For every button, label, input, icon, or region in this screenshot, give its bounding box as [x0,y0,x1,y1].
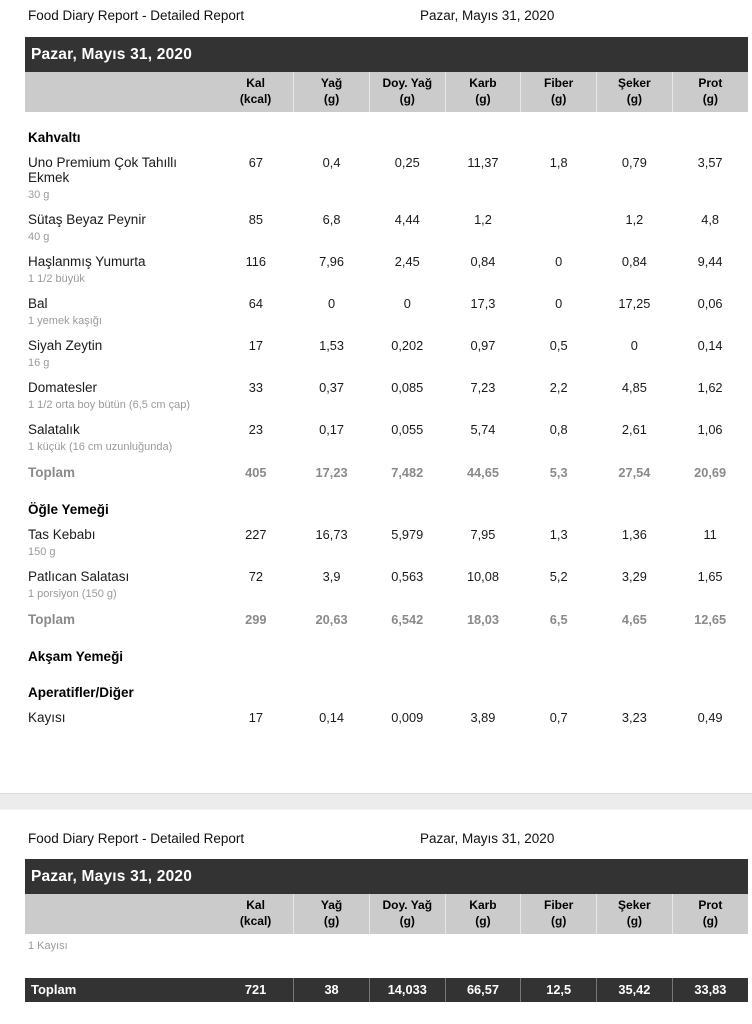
section-total-value: 5,3 [549,465,568,480]
food-portion: 40 g [28,231,50,243]
food-value: 64 [248,296,263,311]
food-name: Salatalık [28,422,80,437]
report-header-line [0,810,752,859]
column-header-cell [445,894,521,934]
food-value: 4,8 [701,212,719,227]
food-value: 0 [555,254,563,269]
food-value: 0,009 [391,710,424,725]
column-header-cell [597,72,673,112]
food-value: 17 [248,338,263,353]
food-value: 10,08 [466,569,499,584]
food-value: 0,8 [549,422,568,437]
column-unit: (g) [399,91,415,106]
food-value: 16,73 [315,527,348,542]
food-value: 116 [245,254,267,269]
section-total-value: 6,5 [549,612,568,627]
column-unit: (g) [475,91,491,106]
column-header-cell [218,894,294,934]
column-header-row [25,894,748,934]
section-header-row [25,631,748,667]
food-value: 1,3 [549,527,568,542]
column-label: Doy. Yağ [382,898,433,912]
food-value: 1,36 [621,527,647,542]
food-portion: 1 1/2 orta boy bütün (6,5 cm çap) [28,399,191,411]
column-unit: (g) [551,91,567,106]
food-value: 1,06 [697,422,723,437]
food-value: 17,25 [618,296,651,311]
food-value: 2,61 [621,422,647,437]
section-total-value: 7,482 [391,465,424,480]
food-value: 0,97 [470,338,496,353]
grand-total-value: 33,83 [672,978,748,1002]
column-unit: (g) [475,913,491,928]
food-value: 1,2 [625,212,644,227]
section-total-value: 4,65 [621,612,647,627]
food-name-cell [25,520,218,562]
table-row [25,520,748,562]
food-value: 1,2 [474,212,492,227]
food-value: 0,5 [549,338,568,353]
food-value: 67 [248,155,263,170]
table-row [25,247,748,289]
day-header-label: Pazar, Mayıs 31, 2020 [31,46,193,63]
food-portion: 1 yemek kaşığı [28,315,102,327]
column-unit: (kcal) [239,91,272,106]
food-value: 4,44 [394,212,420,227]
table-row [25,331,748,373]
table-row [25,289,748,331]
food-name: Haşlanmış Yumurta [28,254,146,269]
section-total-value: 299 [245,612,267,627]
food-value: 5,74 [470,422,496,437]
table-row [25,703,748,725]
food-value: 0 [555,296,563,311]
column-label: Karb [469,76,497,90]
section-total-value: 20,69 [694,465,727,480]
food-portion: 16 g [28,357,50,369]
column-unit: (g) [702,913,719,928]
food-value: 3,89 [470,710,496,725]
section-total-value: 27,54 [618,465,651,480]
section-total-value: 405 [245,465,267,480]
column-header-row [25,72,748,112]
grand-total-table [25,978,748,1002]
column-label: Şeker [618,898,651,912]
continuation-note: 1 Kayısı [28,940,68,952]
food-value: 0,06 [697,296,723,311]
food-value: 0 [403,296,411,311]
food-value: 33 [248,380,263,395]
column-unit: (g) [702,91,719,106]
food-value: 6,8 [322,212,341,227]
food-value: 1,53 [319,338,345,353]
food-value: 17,3 [470,296,496,311]
grand-total-value: 12,5 [521,978,597,1002]
section-total-value: 44,65 [466,465,499,480]
section-header-row [25,112,748,148]
food-value: 5,979 [391,527,424,542]
column-label: Karb [469,898,497,912]
section-total-label: Toplam [28,612,75,627]
column-label: Fiber [543,76,574,90]
section-header-row [25,667,748,703]
food-name-cell [25,289,218,331]
column-header-cell [672,894,748,934]
section-total-value: 17,23 [315,465,348,480]
grand-total-value: 38 [294,978,370,1002]
food-value: 11 [703,527,717,542]
day-header-bar [25,859,748,894]
food-value: 0,14 [697,338,723,353]
food-value: 0,25 [394,155,420,170]
section-header: Öğle Yemeği [28,502,109,517]
column-label: Kal [246,76,265,90]
food-portion: 30 g [28,189,50,201]
grand-total-value: 721 [218,978,294,1002]
section-header: Akşam Yemeği [28,649,124,664]
column-label: Yağ [320,898,343,912]
food-name-cell [25,373,218,415]
column-unit: (g) [323,91,340,106]
food-value: 1,8 [549,155,568,170]
food-value: 0,17 [319,422,345,437]
food-value: 9,44 [697,254,723,269]
food-value: 0,14 [319,710,345,725]
food-value: 0,84 [621,254,647,269]
table-row [25,562,748,604]
grand-total-label: Toplam [25,978,218,1002]
food-value: 0 [630,338,638,353]
nutrition-table-page2 [25,894,748,934]
report-header-line [0,0,752,37]
section-total-value: 12,65 [694,612,727,627]
food-value: 72 [248,569,263,584]
column-unit: (g) [626,91,643,106]
food-name-cell [25,148,218,205]
grand-total-value: 14,033 [369,978,445,1002]
report-title: Food Diary Report - Detailed Report [28,8,245,23]
day-header-label: Pazar, Mayıs 31, 2020 [31,868,193,885]
column-unit: (g) [323,913,340,928]
food-value: 2,45 [394,254,420,269]
food-name-cell [25,247,218,289]
column-label: Fiber [543,898,574,912]
food-name: Tas Kebabı [28,527,96,542]
food-value: 2,2 [549,380,568,395]
food-value: 227 [245,527,267,542]
food-value: 0,085 [391,380,424,395]
food-value: 7,95 [470,527,496,542]
column-header-cell [369,894,445,934]
column-label: Yağ [320,76,343,90]
column-unit: (g) [399,913,415,928]
grand-total-row [25,978,748,1002]
column-header-cell [294,894,370,934]
column-header-blank [25,894,218,934]
report-title: Food Diary Report - Detailed Report [28,831,245,846]
food-name: Kayısı [28,710,66,725]
section-total-value: 18,03 [466,612,499,627]
food-portion: 1 1/2 büyük [28,273,85,285]
column-header-cell [445,72,521,112]
column-header-cell [521,72,597,112]
food-value: 11,37 [467,155,499,170]
food-name-cell [25,562,218,604]
report-page-2 [0,810,752,1024]
food-value: 0,37 [319,380,345,395]
grand-total-value: 35,42 [597,978,673,1002]
section-header: Kahvaltı [28,130,81,145]
food-value: 3,57 [697,155,723,170]
food-value [521,205,597,247]
food-value: 0,7 [549,710,568,725]
food-value: 1,65 [697,569,723,584]
section-total-row [25,604,748,631]
table-row [25,373,748,415]
food-name-cell [25,205,218,247]
food-value: 7,96 [319,254,345,269]
nutrition-table [25,72,748,725]
table-row [25,415,748,457]
column-label: Şeker [618,76,651,90]
food-value: 0,055 [391,422,424,437]
section-header: Aperatifler/Diğer [28,685,134,700]
column-header-blank [25,72,218,112]
grand-total-value: 66,57 [445,978,521,1002]
food-value: 23 [248,422,263,437]
food-value: 3,23 [621,710,647,725]
food-name: Bal [28,296,48,311]
food-value: 17 [248,710,263,725]
section-total-label: Toplam [28,465,75,480]
food-name: Sütaş Beyaz Peynir [28,212,146,227]
food-value: 3,9 [322,569,341,584]
food-value: 0,202 [391,338,424,353]
food-name: Patlıcan Salatası [28,569,130,584]
food-name: Siyah Zeytin [28,338,103,353]
food-value: 1,62 [697,380,723,395]
food-value: 0 [327,296,336,311]
report-date: Pazar, Mayıs 31, 2020 [420,831,555,846]
food-value: 85 [248,212,263,227]
section-header-row [25,484,748,520]
column-label: Doy. Yağ [382,76,433,90]
food-value: 3,29 [621,569,647,584]
food-value: 0,84 [470,254,496,269]
table-row [25,205,748,247]
section-total-row [25,457,748,484]
day-header-bar [25,37,748,72]
report-date: Pazar, Mayıs 31, 2020 [420,8,555,23]
food-portion: 150 g [28,546,56,558]
column-header-cell [672,72,748,112]
food-name-cell [25,415,218,457]
column-header-cell [521,894,597,934]
food-value: 4,85 [621,380,647,395]
food-value: 0,49 [697,710,723,725]
column-label: Prot [698,898,723,912]
food-portion: 1 porsiyon (150 g) [28,588,117,600]
column-label: Kal [246,898,265,912]
section-total-value: 6,542 [391,612,424,627]
column-unit: (g) [626,913,643,928]
column-unit: (g) [551,913,567,928]
food-value: 5,2 [549,569,568,584]
column-header-cell [218,72,294,112]
nutrition-table-body [25,112,748,725]
column-header-cell [294,72,370,112]
section-total-value: 20,63 [315,612,348,627]
column-header-cell [597,894,673,934]
food-portion: 1 küçük (16 cm uzunluğunda) [28,441,173,453]
table-row [25,148,748,205]
food-value: 0,4 [322,155,341,170]
column-label: Prot [698,76,723,90]
food-value: 0,79 [621,155,647,170]
food-name-cell [25,703,218,725]
food-name: Uno Premium Çok Tahıllı Ekmek [28,155,178,185]
food-value: 7,23 [470,380,496,395]
column-header-cell [369,72,445,112]
food-name: Domatesler [28,380,98,395]
food-value: 0,563 [391,569,424,584]
column-unit: (kcal) [239,913,272,928]
food-name-cell [25,331,218,373]
page-separator [0,793,752,810]
